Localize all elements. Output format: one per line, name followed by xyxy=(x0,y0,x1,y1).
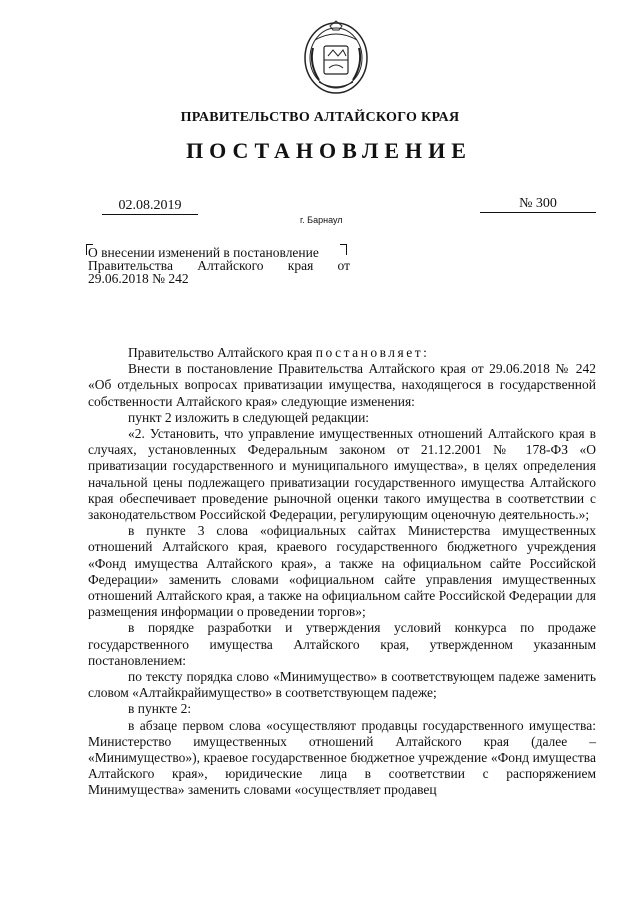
body-intro: Правительство Алтайского края постановляет: xyxy=(128,345,427,360)
body-paragraph: Внести в постановление Правительства Алтайского края от 29.06.2018 № 242 «Об отдельных вопросах приватизации имущества, находящегося в государственной собственности Алтайского края» следующие изменения: xyxy=(88,361,596,409)
document-number: № 300 xyxy=(480,196,596,213)
body-paragraph: пункт 2 изложить в следующей редакции: xyxy=(128,409,370,425)
body-paragraph: по тексту порядка слово «Минимущество» в соответствующем падеже заменить словом «Алтайкрайимущество» в соответствующем падеже; xyxy=(88,669,596,701)
document-type: ПОСТАНОВЛЕНИЕ xyxy=(186,138,472,163)
body-paragraph: в пункте 3 слова «официальных сайтах Министерства имущественных отношений Алтайского края, краевого государственного бюджетного учреждения «Фонд имущества Алтайского края», а также на официальном сайте Российской Федерации» заменить словами «официальном сайте управления имущественных отношений Алтайского края, а также на официальном сайте Российской Федерации для размещения информации о проведении торгов»; xyxy=(88,523,596,620)
document-city: г. Барнаул xyxy=(300,215,343,225)
subject-line-2: Правительства Алтайского края от xyxy=(88,258,350,273)
subject-line-1: О внесении изменений в постановление xyxy=(88,245,319,260)
subject-line-3: 29.06.2018 № 242 xyxy=(88,271,189,286)
body-paragraph: в пункте 2: xyxy=(128,701,192,717)
body-paragraph: «2. Установить, что управление имущественных отношений Алтайского края в случаях, установленных Федеральным законом от 21.12.2001 № 178-ФЗ «О приватизации государственного и муниципального имущества», в целях определения начальной цены подлежащего приватизации государственного имущества Алтайского края обеспечивает проведение рыночной оценки такого имущества в соответствии с законодательством Российской Федерации, регулирующим оценочную деятельность.»; xyxy=(88,426,596,523)
decree-word: постановляет xyxy=(315,345,424,360)
document-body xyxy=(88,345,596,799)
body-paragraph: в порядке разработки и утверждения условий конкурса по продаже государственного имущества Алтайского края, утвержденном указанным постановлением: xyxy=(88,620,596,668)
document-date: 02.08.2019 xyxy=(102,198,198,215)
body-paragraph: в абзаце первом слова «осуществляют продавцы государственного имущества: Министерство имущественных отношений Алтайского края (далее – «Минимущество»), краевое государственное бюджетное учреждение «Фонд имущества Алтайского края», юридические лица в соответствии с распоряжением Минимущества» заменить словами «осуществляет продавец xyxy=(88,717,596,798)
document-subject xyxy=(88,246,350,285)
organization-name: ПРАВИТЕЛЬСТВО АЛТАЙСКОГО КРАЯ xyxy=(180,110,460,125)
coat-of-arms-emblem xyxy=(301,18,371,96)
